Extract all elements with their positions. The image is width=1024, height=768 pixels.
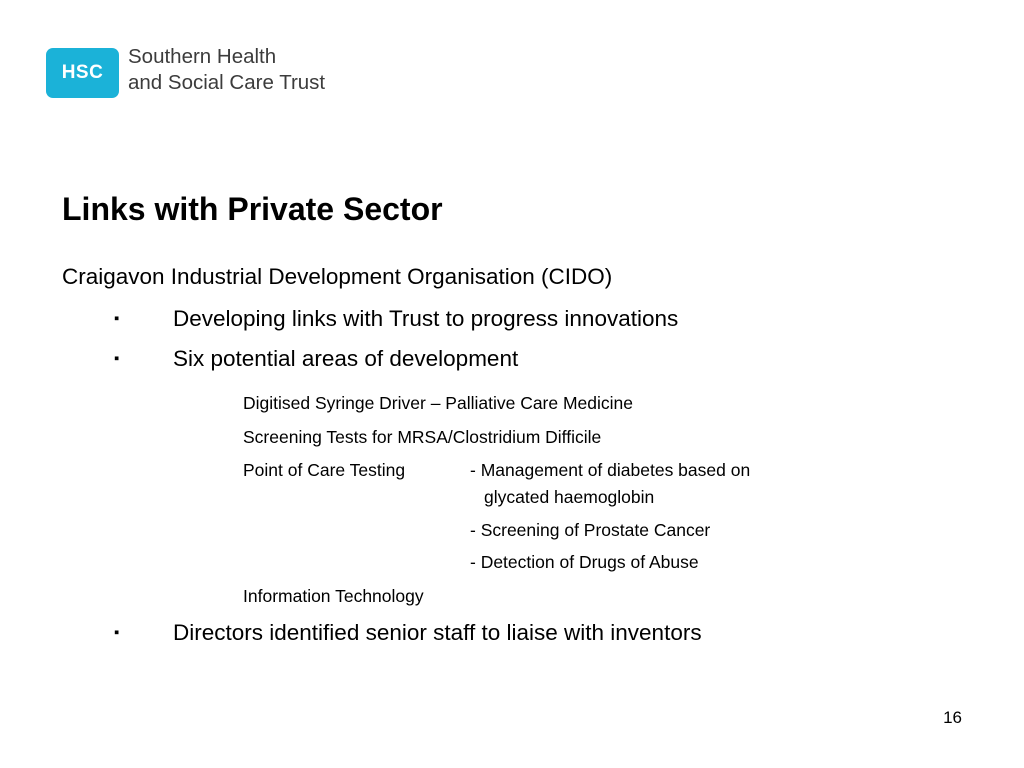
lead-text: Craigavon Industrial Development Organisation (CIDO) [62,264,613,289]
page-number: 16 [943,708,962,727]
trust-name-line1: Southern Health [128,45,277,68]
bullet-marker: ▪ [114,624,120,641]
area-item: Screening Tests for MRSA/Clostridium Difficile [243,427,602,447]
trust-name-line2: and Social Care Trust [128,71,326,94]
poc-detail-continued: glycated haemoglobin [484,487,655,507]
bullet-marker: ▪ [114,350,120,367]
trust-name [128,44,388,96]
bullet-marker: ▪ [114,310,120,327]
slide-title: Links with Private Sector [62,191,443,227]
hsc-badge-text: HSC [61,62,104,83]
area-item: Digitised Syringe Driver – Palliative Care Medicine [243,393,634,413]
poc-detail: - Detection of Drugs of Abuse [470,552,699,572]
poc-detail: - Management of diabetes based on [470,460,751,480]
poc-detail: - Screening of Prostate Cancer [470,520,711,540]
bullet-text: Developing links with Trust to progress innovations [173,306,679,331]
area-item: Information Technology [243,586,424,606]
bullet-text: Six potential areas of development [173,346,519,371]
area-item: Point of Care Testing [243,460,406,480]
bullet-text: Directors identified senior staff to liaise with inventors [173,620,702,645]
hsc-badge [46,48,119,98]
